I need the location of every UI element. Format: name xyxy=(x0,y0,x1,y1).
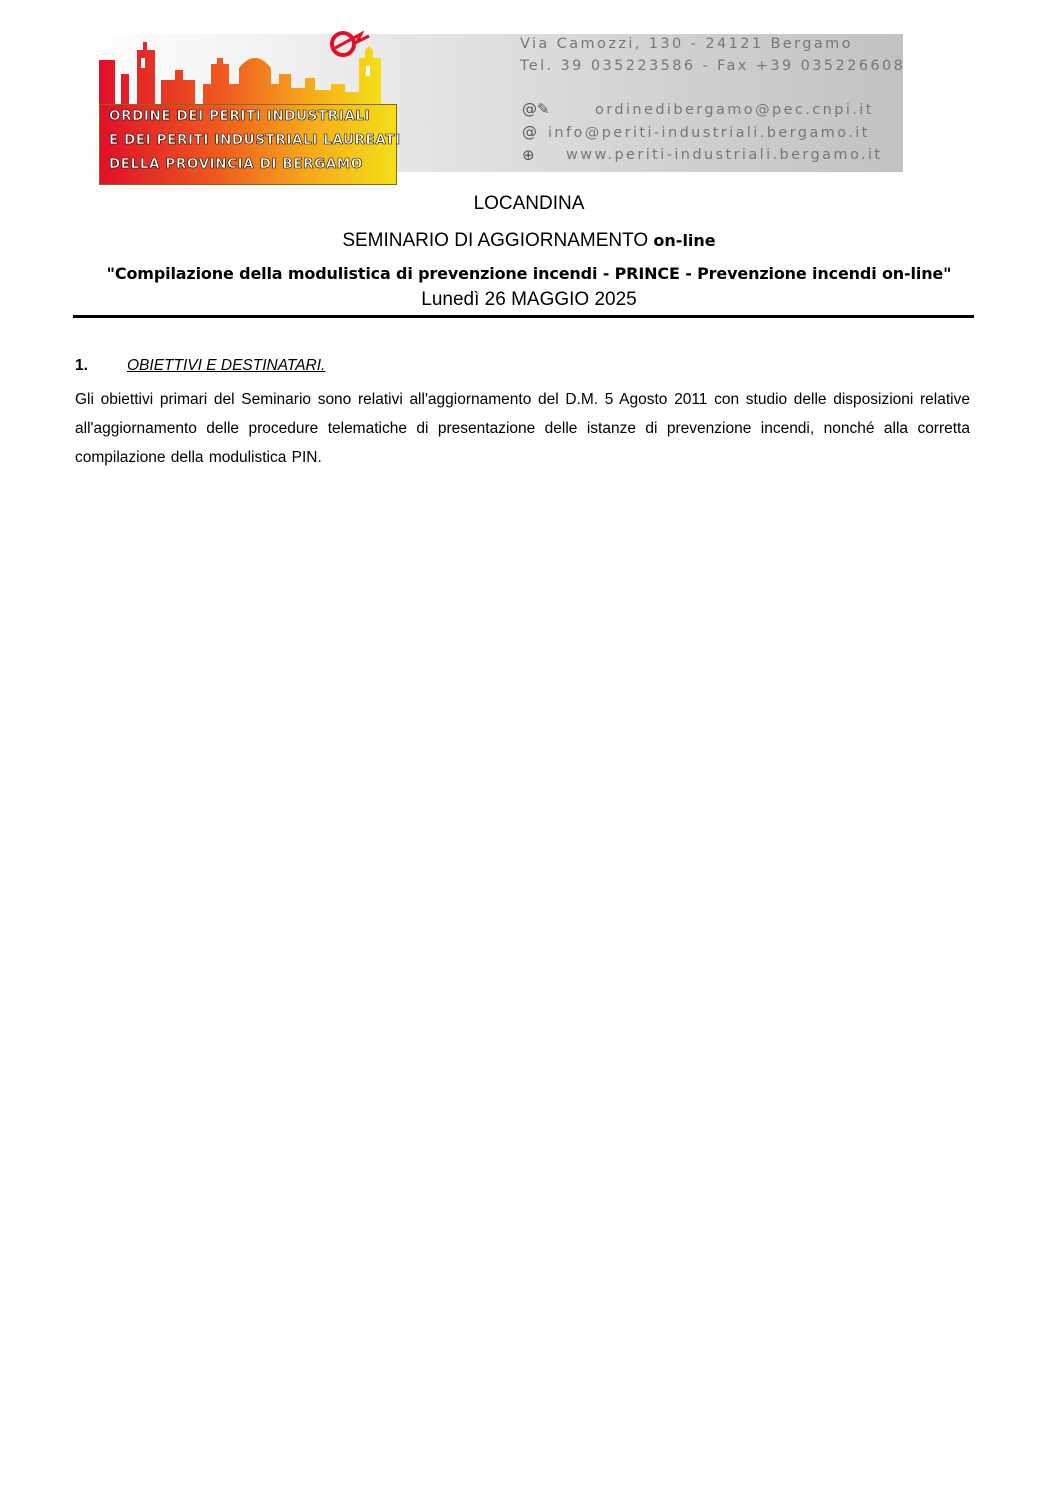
section-number: 1. xyxy=(75,357,88,374)
phone-fax-line: Tel. 39 035223586 - Fax +39 035226608 xyxy=(520,58,906,74)
letterhead xyxy=(75,28,906,188)
at-pen-icon: @✎ xyxy=(522,100,550,118)
seminar-label: SEMINARIO DI AGGIORNAMENTO xyxy=(342,230,649,251)
section-title: OBIETTIVI E DESTINATARI. xyxy=(127,357,326,374)
seminar-heading xyxy=(0,230,1058,252)
globe-icon: ⊕ xyxy=(522,146,535,164)
logo-text-line-1: ORDINE DEI PERITI INDUSTRIALI xyxy=(109,108,371,124)
heading-divider xyxy=(73,315,974,318)
city-skyline-logo xyxy=(99,28,401,108)
pec-address[interactable]: ordinedibergamo@pec.cnpi.it xyxy=(595,102,874,118)
seminar-date: Lunedì 26 MAGGIO 2025 xyxy=(421,289,637,310)
website-link[interactable]: www.periti-industriali.bergamo.it xyxy=(566,147,883,163)
order-logo xyxy=(99,28,401,188)
logo-text-line-2: E DEI PERITI INDUSTRIALI LAUREATI xyxy=(109,132,401,148)
email-address[interactable]: info@periti-industriali.bergamo.it xyxy=(548,125,870,141)
at-sign-icon: @ xyxy=(522,123,537,141)
document-type-heading: LOCANDINA xyxy=(473,193,585,214)
seminar-title: "Compilazione della modulistica di prevenzione incendi - PRINCE - Prevenzione incendi on-line" xyxy=(106,264,952,283)
logo-text-line-3: DELLA PROVINCIA DI BERGAMO xyxy=(109,156,363,172)
seminar-mode: on-line xyxy=(653,231,716,250)
address-line: Via Camozzi, 130 - 24121 Bergamo xyxy=(520,36,853,52)
section-body: Gli obiettivi primari del Seminario sono relativi all'aggiornamento del D.M. 5 Agosto 2011 con studio delle disposizioni relative all'aggiornamento delle procedure telematiche di presentazione delle istanze di prevenzione incendi, nonché alla corretta compilazione della modulistica PIN. xyxy=(75,391,970,466)
